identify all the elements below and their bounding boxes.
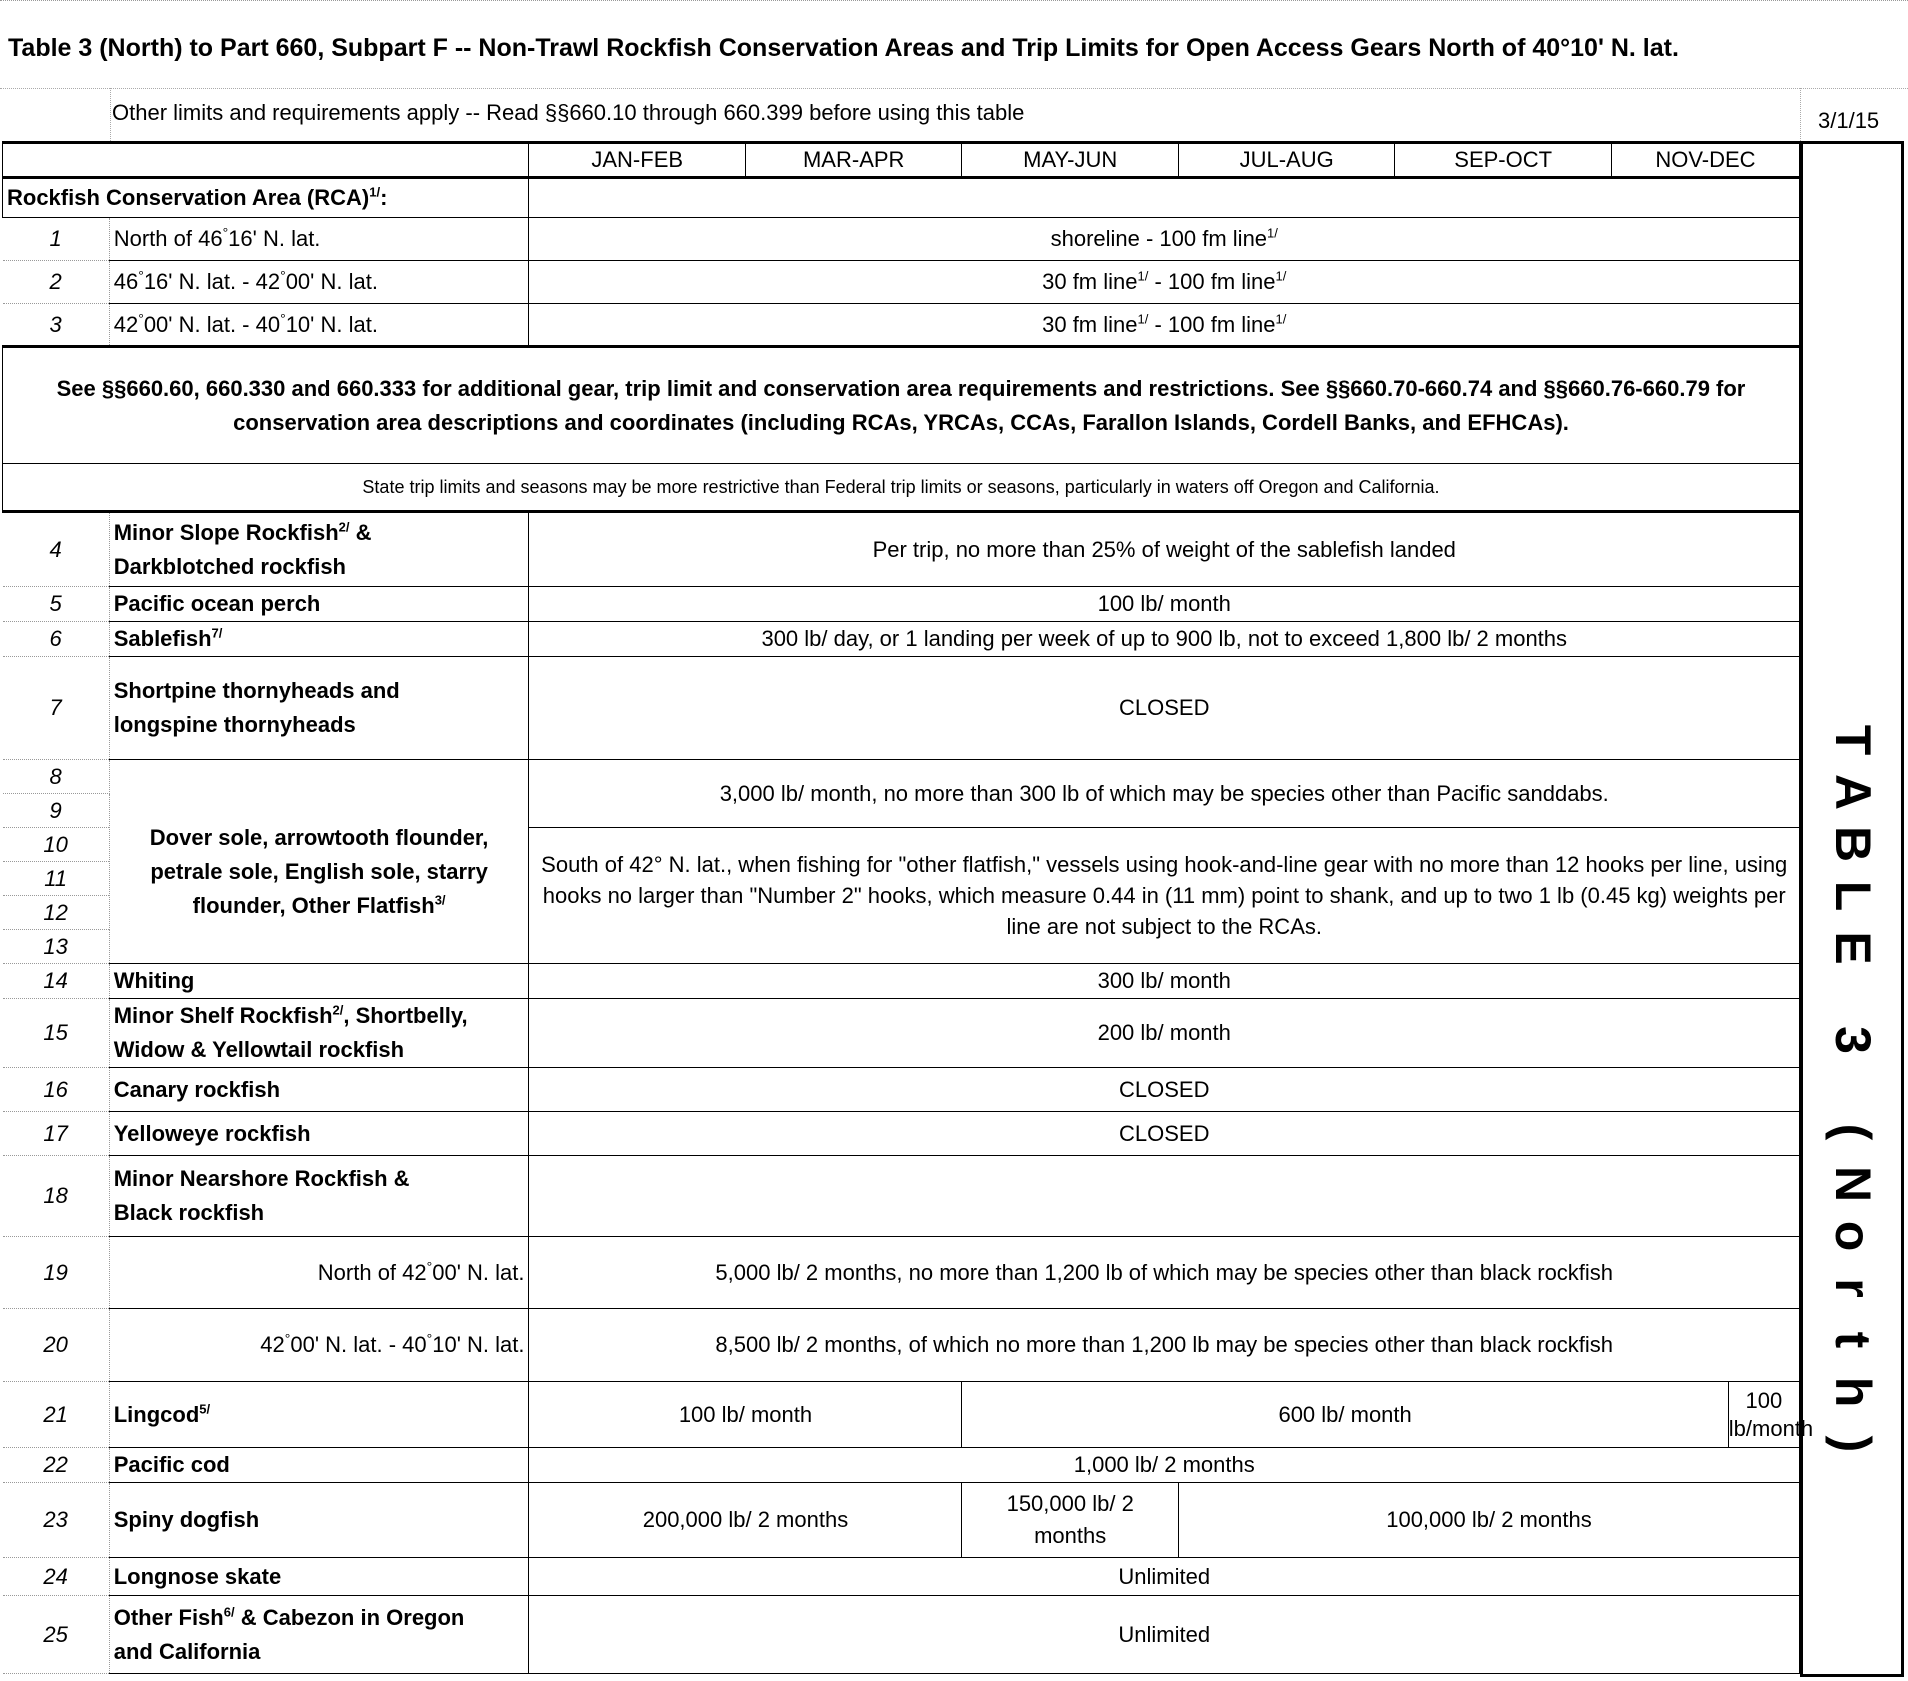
table-row [3, 1309, 1800, 1382]
species-name: Dover sole, arrowtooth flounder, petrale sole, English sole, starry flounder, Other Flatfish$^{3/}$ [109, 760, 529, 964]
rca-area: 46°16' N. lat. - 42°00' N. lat. [109, 261, 529, 304]
row-number: 8 [3, 760, 110, 794]
period-header: MAY-JUN [962, 143, 1178, 178]
row-number: 15 [3, 999, 110, 1068]
table-row [3, 1483, 1800, 1558]
side-label-char: L [1825, 880, 1881, 912]
period-header-row [3, 143, 1800, 178]
state-note-row [3, 464, 1800, 512]
row-number: 3 [3, 304, 110, 347]
side-label-char: B [1825, 825, 1881, 863]
side-label-char: h [1825, 1376, 1881, 1408]
species-name: Spiny dogfish [109, 1483, 529, 1558]
species-name: Other Fish$^{6/}$ & Cabezon in Oregon and California [109, 1596, 529, 1674]
side-label-char: E [1825, 931, 1881, 965]
rca-area: North of 46°16' N. lat. [109, 218, 529, 261]
side-label-char: o [1825, 1220, 1881, 1252]
row-number: 12 [3, 896, 110, 930]
species-name: Lingcod$^{5/}$ [109, 1382, 529, 1448]
species-name: Yelloweye rockfish [109, 1112, 529, 1156]
row-number: 4 [3, 512, 110, 587]
row-number: 2 [3, 261, 110, 304]
row-number: 5 [3, 587, 110, 622]
row-number: 20 [3, 1309, 110, 1382]
period-header: SEP-OCT [1395, 143, 1611, 178]
rca-heading: Rockfish Conservation Area (RCA)$^{1/}$: [3, 178, 529, 218]
trip-limit: 300 lb/ day, or 1 landing per week of up to 900 lb, not to exceed 1,800 lb/ 2 months [529, 622, 1800, 657]
table-row [3, 1112, 1800, 1156]
trip-limit: CLOSED [529, 657, 1800, 760]
species-name: Minor Slope Rockfish$^{2/}$ & Darkblotched rockfish [109, 512, 529, 587]
side-label-char: ) [1825, 1435, 1881, 1453]
page-title: Table 3 (North) to Part 660, Subpart F -- Non-Trawl Rockfish Conservation Areas and Trip Limits for Open Access Gears North of 40°10' N. lat. [8, 34, 1679, 62]
rca-area: 42°00' N. lat. - 40°10' N. lat. [109, 304, 529, 347]
table-row [3, 964, 1800, 999]
table-row [3, 657, 1800, 760]
state-note: State trip limits and seasons may be more restrictive than Federal trip limits or seasons, particularly in waters off Oregon and California. [3, 464, 1800, 512]
table-row [3, 999, 1800, 1068]
table-row [3, 512, 1800, 587]
table-row [3, 261, 1800, 304]
row-number: 17 [3, 1112, 110, 1156]
period-header: MAR-APR [745, 143, 961, 178]
trip-limit: 100 lb/month [1728, 1382, 1799, 1448]
trip-limit: 100 lb/ month [529, 1382, 962, 1448]
species-name: Shortpine thornyheads and longspine thornyheads [109, 657, 529, 760]
trip-limits-table [2, 141, 1814, 1674]
trip-limit: Unlimited [529, 1558, 1800, 1596]
species-name: Longnose skate [109, 1558, 529, 1596]
subline-divider [110, 88, 111, 141]
side-label-char: N [1825, 1165, 1881, 1203]
species-name: Minor Shelf Rockfish$^{2/}$, Shortbelly, Widow & Yellowtail rockfish [109, 999, 529, 1068]
trip-limit: Per trip, no more than 25% of weight of the sablefish landed [529, 512, 1800, 587]
table-row [3, 1237, 1800, 1309]
table-row [3, 760, 1800, 794]
row-number: 19 [3, 1237, 110, 1309]
rca-heading-blank [529, 178, 1800, 218]
table-row [3, 1068, 1800, 1112]
species-name: Pacific cod [109, 1448, 529, 1483]
species-name: Pacific ocean perch [109, 587, 529, 622]
rca-depth: 30 fm line$^{1/}$ - 100 fm line$^{1/}$ [529, 304, 1800, 347]
period-header: NOV-DEC [1611, 143, 1799, 178]
trip-limit: 100 lb/ month [529, 587, 1800, 622]
trip-limit: 8,500 lb/ 2 months, of which no more than 1,200 lb may be species other than black rockfish [529, 1309, 1800, 1382]
side-label-char: A [1825, 773, 1881, 811]
row-number: 23 [3, 1483, 110, 1558]
trip-limit: Unlimited [529, 1596, 1800, 1674]
side-label-char: 3 [1825, 1026, 1881, 1054]
row-number: 1 [3, 218, 110, 261]
top-rule [0, 0, 1908, 1]
row-number: 25 [3, 1596, 110, 1674]
row-number: 6 [3, 622, 110, 657]
species-name: Whiting [109, 964, 529, 999]
species-name: Sablefish$^{7/}$ [109, 622, 529, 657]
side-label-char: T [1825, 724, 1881, 756]
row-number: 10 [3, 828, 110, 862]
row-number: 18 [3, 1156, 110, 1237]
requirements-note: Other limits and requirements apply -- Read §§660.10 through 660.399 before using this table [112, 100, 1025, 125]
row-number: 9 [3, 794, 110, 828]
side-label-char: r [1825, 1278, 1881, 1298]
trip-limit: 5,000 lb/ 2 months, no more than 1,200 lb of which may be species other than black rockfish [529, 1237, 1800, 1309]
table-row [3, 587, 1800, 622]
side-label-text [1825, 714, 1881, 1470]
row-number: 11 [3, 862, 110, 896]
trip-limit: CLOSED [529, 1068, 1800, 1112]
table-row [3, 1156, 1800, 1237]
trip-limit: 300 lb/ month [529, 964, 1800, 999]
gear-note: See §§660.60, 660.330 and 660.333 for additional gear, trip limit and conservation area requirements and restrictions. See §§660.70-660.74 and §§660.76-660.79 for conservation area descriptions and coordinates (including RCAs, YRCAs, CCAs, Farallon Islands, Cordell Banks, and EFHCAs). [3, 347, 1800, 464]
row-number: 13 [3, 930, 110, 964]
table-row [3, 622, 1800, 657]
rca-depth: 30 fm line$^{1/}$ - 100 fm line$^{1/}$ [529, 261, 1800, 304]
trip-limit: 100,000 lb/ 2 months [1178, 1483, 1799, 1558]
title-rule [0, 88, 1908, 89]
period-header: JUL-AUG [1178, 143, 1394, 178]
row-number: 16 [3, 1068, 110, 1112]
trip-limit: 200 lb/ month [529, 999, 1800, 1068]
period-header: JAN-FEB [529, 143, 745, 178]
row-number: 22 [3, 1448, 110, 1483]
gear-note-row [3, 347, 1800, 464]
row-number: 14 [3, 964, 110, 999]
trip-limit: South of 42° N. lat., when fishing for "other flatfish," vessels using hook-and-line gear with no more than 12 hooks per line, using hooks no larger than "Number 2" hooks, which measure 0.44 in (11 mm) point to shank, and up to two 1 lb (0.45 kg) weights per line are not subject to the RCAs. [529, 828, 1800, 964]
rca-depth: shoreline - 100 fm line$^{1/}$ [529, 218, 1800, 261]
table-row [3, 1382, 1800, 1448]
row-number: 7 [3, 657, 110, 760]
trip-limit: 600 lb/ month [962, 1382, 1728, 1448]
side-label-char [1832, 1060, 1872, 1112]
trip-limit: 200,000 lb/ 2 months [529, 1483, 962, 1558]
table-row [3, 1558, 1800, 1596]
table-row [3, 304, 1800, 347]
rca-heading-row [3, 178, 1800, 218]
header-blank [3, 143, 529, 178]
sub-area: North of 42°00' N. lat. [109, 1237, 529, 1309]
trip-limit: CLOSED [529, 1112, 1800, 1156]
sub-area: 42°00' N. lat. - 40°10' N. lat. [109, 1309, 529, 1382]
side-label-char: t [1825, 1331, 1881, 1349]
trip-limit-blank [529, 1156, 1800, 1237]
side-label-char [1832, 968, 1872, 1020]
species-name: Minor Nearshore Rockfish & Black rockfish [109, 1156, 529, 1237]
table-row [3, 1448, 1800, 1483]
date-divider [1800, 88, 1801, 141]
side-table-label [1800, 141, 1904, 1677]
row-number: 21 [3, 1382, 110, 1448]
row-number: 24 [3, 1558, 110, 1596]
trip-limit: 3,000 lb/ month, no more than 300 lb of which may be species other than Pacific sanddabs. [529, 760, 1800, 828]
trip-limit: 1,000 lb/ 2 months [529, 1448, 1800, 1483]
table-row [3, 1596, 1800, 1674]
revision-date: 3/1/15 [1818, 108, 1880, 133]
trip-limit: 150,000 lb/ 2 months [962, 1483, 1178, 1558]
side-label-char: ( [1825, 1123, 1881, 1141]
species-name: Canary rockfish [109, 1068, 529, 1112]
table-row [3, 218, 1800, 261]
